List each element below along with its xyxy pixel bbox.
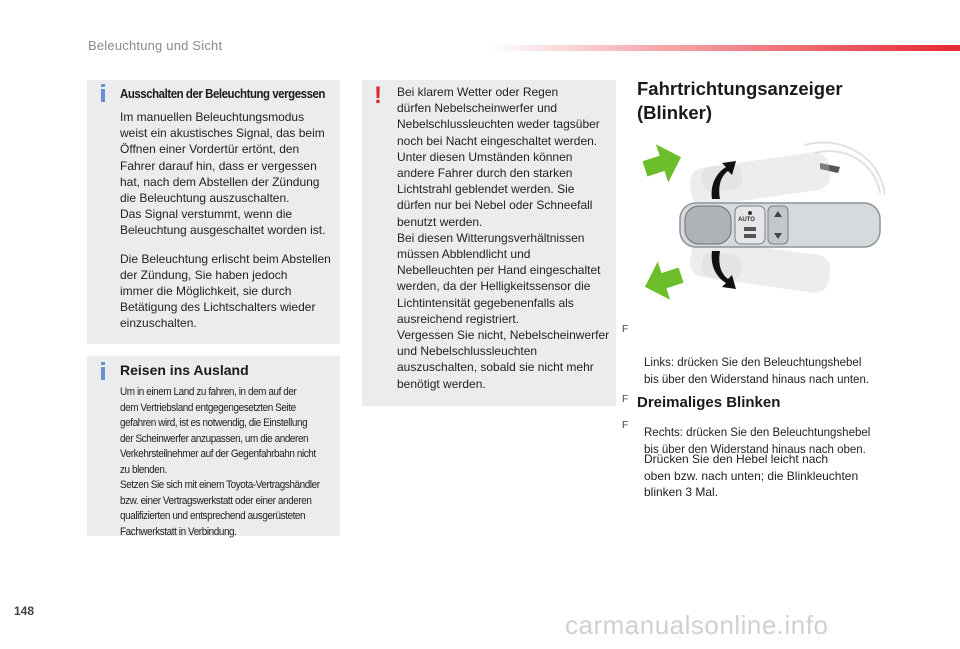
info-icon-glyph: [99, 84, 107, 102]
info-box-lights-forgotten: [87, 80, 340, 344]
info-paragraph-1: Im manuellen Beleuchtungsmodus weist ein akustisches Signal, das beim Öffnen einer Vordertür ertönt, den Fahrer darauf hin, dass er vergessen hat, nach dem Abstellen der Zündung die Beleuchtung auszuschalten. Das Signal verstummt, wenn die Beleuchtung ausgeschaltet worden ist.: [120, 110, 326, 238]
info-box-title: Ausschalten der Beleuchtung vergessen: [120, 86, 325, 101]
info-box-title: Reisen ins Ausland: [120, 362, 249, 378]
info-icon: [99, 362, 107, 384]
info-paragraph-1: Um in einem Land zu fahren, in dem auf der dem Vertriebsland entgegengesetzten Seite gefahren wird, ist es notwendig, die Einstellung der Scheinwerfer anzupassen, um die anderen Verkehrsteilnehmer auf der Gegenfahrbahn nicht zu blenden. Setzen Sie sich mit einem Toyota-Vertragshändler bzw. einer Vertragswerkstatt oder einer anderen qualifizierten und entsprechend ausgerüsteten Fachwerkstatt in Verbindung.: [120, 386, 320, 538]
info-icon-glyph: [99, 362, 107, 380]
list-item: [622, 322, 922, 388]
watermark: carmanualsonline.info: [565, 610, 829, 640]
lever-main: [680, 203, 880, 247]
section-header: Beleuchtung und Sicht: [88, 38, 223, 53]
bullet-marker: F: [622, 394, 629, 405]
warning-paragraph: Bei klarem Wetter oder Regen dürfen Nebelscheinwerfer und Nebelschlussleuchten weder tagsüber noch bei Nacht eingeschaltet werden. Unter diesen Umständen können andere Fahrer durch den starken Lichtstrahl geblendet werden. Sie dürfen nur bei Nebel oder Schneefall benutzt werden. Bei diesen Witterungsverhältnissen müssen Abblendlicht und Nebelleuchten per Hand eingeschaltet werden, da der Helligkeitssensor die Lichtintensität gegebenenfalls als ausreichend registriert. Vergessen Sie nicht, Nebelscheinwerfer und Nebelschlussleuchten auszuschalten, sobald sie nicht mehr benötigt werden.: [397, 85, 610, 391]
info-box-body: [120, 385, 341, 540]
bullet-text: Links: drücken Sie den Beleuchtungshebel bis über den Widerstand hinaus nach unten.: [644, 357, 870, 386]
warning-box-fog-lights: [362, 80, 616, 406]
subsection-title-triple-flash: Dreimaliges Blinken: [637, 394, 781, 411]
warning-box-body: [397, 84, 617, 392]
header-accent-bar: [490, 45, 960, 51]
info-paragraph-2: Die Beleuchtung erlischt beim Abstellen der Zündung, Sie haben jedoch immer die Möglichkeit, sie durch Betätigung des Lichtschalters wieder einzuschalten.: [120, 251, 331, 331]
lever-marker: [744, 227, 756, 231]
warning-icon: !: [374, 82, 382, 109]
turn-signal-lever-icon: [640, 135, 885, 305]
lever-marker: [748, 211, 752, 215]
section-title-turn-signals: Fahrtrichtungsanzeiger (Blinker): [637, 78, 843, 123]
bullet-text: Drücken Sie den Hebel leicht nach oben bzw. nach unten; die Blinkleuchten blinken 3 Mal.: [644, 452, 859, 499]
lever-up-ghost: [688, 150, 832, 207]
info-box-body: [120, 109, 340, 332]
page-number: 148: [14, 604, 35, 618]
arrow-left-green: [640, 256, 687, 305]
arrow-right-green: [640, 138, 687, 188]
lever-marker: [744, 234, 756, 238]
info-icon: [99, 84, 107, 106]
lever-auto-label: AUTO: [738, 217, 755, 223]
list-item: [622, 418, 922, 501]
bullet-marker: F: [622, 324, 629, 335]
bullet-marker: F: [622, 420, 629, 431]
triple-flash-instructions: [622, 418, 922, 501]
bullet-text: Rechts: drücken Sie den Beleuchtungshebel bis über den Widerstand hinaus nach oben.: [644, 427, 871, 456]
info-box-travel-abroad: [87, 356, 340, 536]
